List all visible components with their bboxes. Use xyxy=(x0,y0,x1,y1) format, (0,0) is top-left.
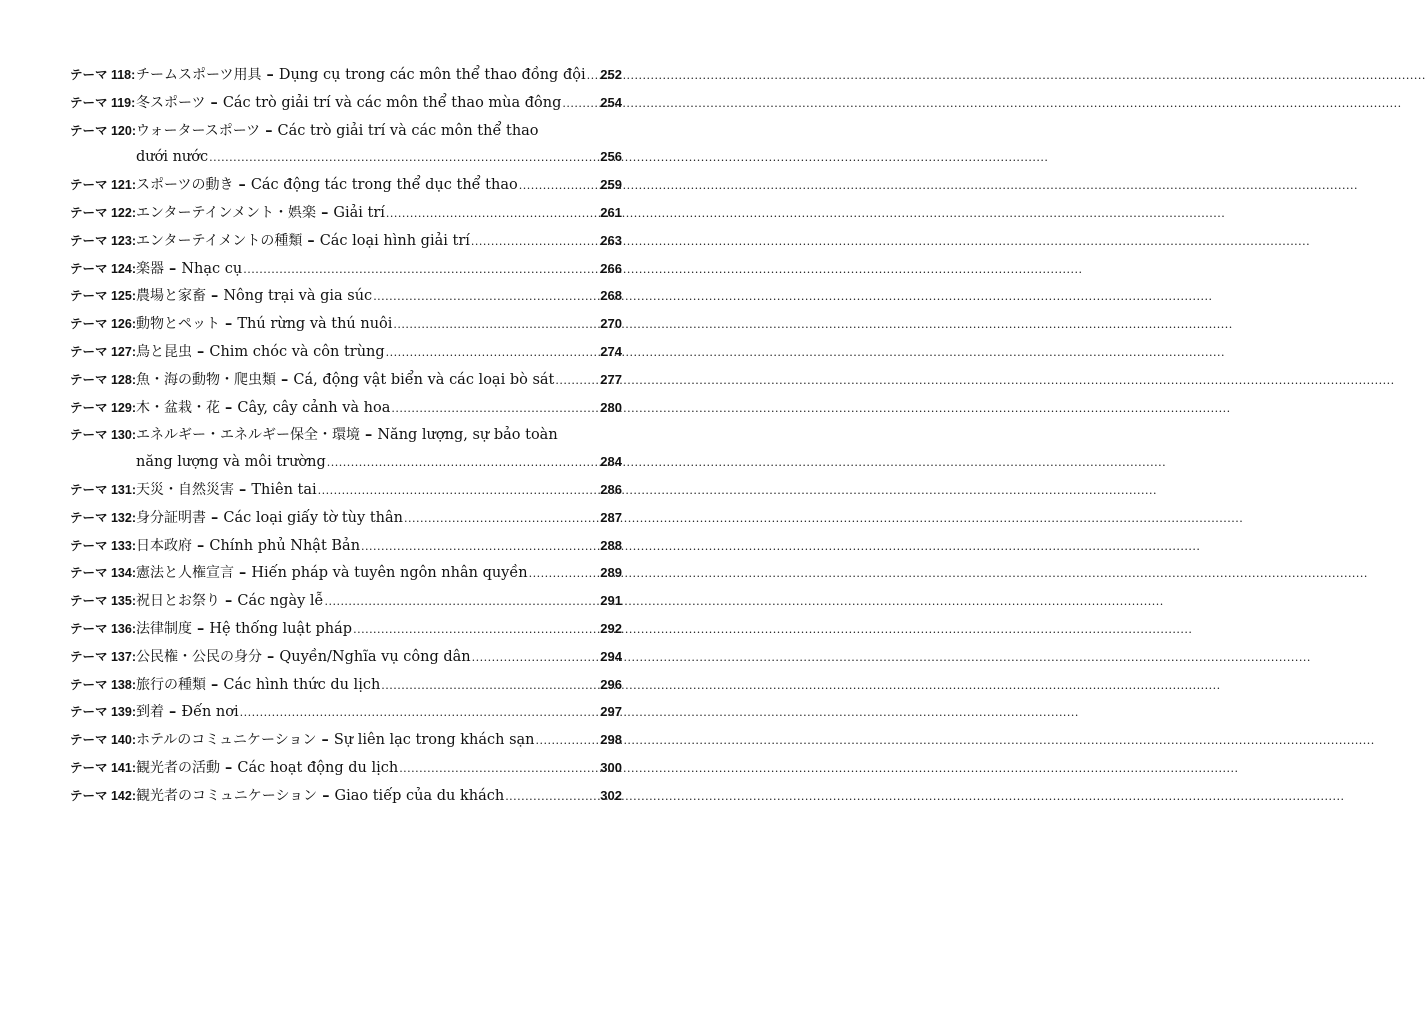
toc-entry-separator: – xyxy=(234,564,252,582)
toc-page-number: 259 xyxy=(600,177,622,193)
toc-page-number: 261 xyxy=(600,204,622,220)
toc-entry-japanese-title: エンターテインメント・娯楽 xyxy=(136,204,317,221)
dot-leader xyxy=(391,396,598,423)
toc-page-number: 297 xyxy=(600,704,622,720)
toc-entry-line xyxy=(136,783,622,811)
toc-entry-vietnamese-title: Các trò giải trí và các môn thể thao xyxy=(277,122,539,139)
dot-leader xyxy=(536,728,599,755)
toc-entry-line xyxy=(136,560,622,588)
toc-entry-number: テーマ 139: xyxy=(70,705,136,720)
toc-entry-vietnamese-title: Đến nơi xyxy=(181,704,239,721)
toc-entry-title xyxy=(136,395,622,423)
toc-entry[interactable] xyxy=(70,616,622,644)
toc-entry-number: テーマ 121: xyxy=(70,178,136,193)
toc-entry-vietnamese-title: Các hoạt động du lịch xyxy=(237,759,399,776)
toc-entry-title xyxy=(136,672,622,700)
dot-leader xyxy=(505,784,598,811)
toc-entry-line xyxy=(136,699,622,727)
dot-leader xyxy=(318,478,599,505)
toc-entry-line xyxy=(136,755,622,783)
toc-entry[interactable] xyxy=(70,672,622,700)
toc-entry-japanese-title: 旅行の種類 xyxy=(136,676,206,693)
toc-entry-number: テーマ 128: xyxy=(70,372,136,387)
dot-leader xyxy=(555,368,598,395)
toc-entry-title xyxy=(136,367,622,395)
toc-entry-text xyxy=(136,449,326,476)
toc-entry-number: テーマ 122: xyxy=(70,205,136,220)
toc-entry[interactable] xyxy=(70,727,622,755)
toc-entry-text xyxy=(136,644,471,671)
toc-entry-number: テーマ 124: xyxy=(70,261,136,276)
toc-entry-separator: – xyxy=(192,536,210,554)
toc-entry-separator: – xyxy=(206,675,224,693)
toc-entry-text xyxy=(136,560,528,587)
toc-page-number: 263 xyxy=(600,232,622,248)
toc-entry-vietnamese-title: Nông trại và gia súc xyxy=(223,288,373,305)
toc-entry[interactable] xyxy=(70,311,622,339)
toc-entry-title xyxy=(136,283,622,311)
dot-leader xyxy=(386,340,599,367)
toc-entry-title xyxy=(136,228,622,256)
toc-entry-number: テーマ 127: xyxy=(70,344,136,359)
toc-entry-text xyxy=(136,755,398,782)
toc-entry-japanese-title: 法律制度 xyxy=(136,620,192,637)
toc-entry-text xyxy=(136,311,392,338)
toc-entry-text xyxy=(136,616,352,643)
toc-entry-text xyxy=(136,200,385,227)
toc-entry-japanese-title: 魚・海の動物・爬虫類 xyxy=(136,371,276,388)
toc-entry-separator: – xyxy=(220,315,238,333)
toc-entry-text xyxy=(136,783,504,810)
toc-entry-text xyxy=(136,367,554,394)
toc-entry[interactable] xyxy=(70,699,622,727)
toc-entry-line xyxy=(136,118,622,145)
toc-entry-text xyxy=(136,505,403,532)
toc-entry-line xyxy=(136,228,622,256)
toc-page-number: 294 xyxy=(600,648,622,664)
toc-entry-separator: – xyxy=(192,619,210,637)
toc-page-number: 266 xyxy=(600,260,622,276)
toc-entry-text xyxy=(136,90,561,117)
toc-entry-title xyxy=(136,477,622,505)
toc-entry-line xyxy=(136,616,622,644)
toc-entry[interactable] xyxy=(70,90,622,118)
toc-entry-vietnamese-title: dưới nước xyxy=(136,149,209,166)
toc-entry-line xyxy=(136,283,622,311)
toc-entry-separator: – xyxy=(220,758,238,776)
dot-leader xyxy=(373,284,598,311)
toc-entry-line xyxy=(136,533,622,561)
dot-leader xyxy=(587,63,599,90)
toc-entry[interactable] xyxy=(70,172,622,200)
toc-entry-title xyxy=(136,422,622,477)
toc-entry[interactable] xyxy=(70,283,622,311)
toc-entry-line xyxy=(136,422,622,449)
toc-page-number: 287 xyxy=(600,509,622,525)
toc-entry-japanese-title: 身分証明書 xyxy=(136,509,206,526)
toc-page-number: 254 xyxy=(600,94,622,110)
toc-entry-number: テーマ 125: xyxy=(70,289,136,304)
toc-entry-number: テーマ 123: xyxy=(70,233,136,248)
toc-entry[interactable] xyxy=(70,62,622,90)
toc-page-number: 252 xyxy=(600,67,622,82)
toc-entry-vietnamese-title: Các loại hình giải trí xyxy=(319,232,470,249)
toc-entry-japanese-title: 公民権・公民の身分 xyxy=(136,648,262,665)
toc-entry-vietnamese-title: Hệ thống luật pháp xyxy=(209,620,353,637)
toc-entry-text xyxy=(136,228,470,255)
toc-entry-line xyxy=(136,672,622,700)
toc-entry-line xyxy=(136,588,622,616)
toc-entry-vietnamese-title: Dụng cụ trong các môn thể thao đồng đội xyxy=(278,67,586,83)
dot-leader xyxy=(381,673,598,700)
toc-entry-line xyxy=(136,311,622,339)
toc-entry-line xyxy=(136,395,622,423)
toc-entry-title xyxy=(136,588,622,616)
toc-entry-separator: – xyxy=(220,398,238,416)
toc-entry-japanese-title: 天災・自然災害 xyxy=(136,481,234,498)
dot-leader xyxy=(404,506,598,533)
toc-entry-title xyxy=(136,172,622,200)
dot-leader xyxy=(361,534,598,561)
toc-entry-vietnamese-title: Quyền/Nghĩa vụ công dân xyxy=(279,648,471,665)
toc-entry-separator: – xyxy=(316,203,334,221)
toc-entry[interactable] xyxy=(70,118,622,173)
toc-entry-number: テーマ 134: xyxy=(70,566,136,581)
toc-entry-japanese-title: 動物とペット xyxy=(136,316,220,333)
dot-leader xyxy=(393,312,598,339)
toc-entry-vietnamese-title: Hiến pháp và tuyên ngôn nhân quyền xyxy=(251,565,528,582)
toc-entry-number: テーマ 142: xyxy=(70,788,136,803)
toc-entry-separator: – xyxy=(205,93,223,111)
toc-entry-text xyxy=(136,395,390,422)
toc-page-number: 256 xyxy=(600,149,622,165)
toc-entry-separator: – xyxy=(206,287,224,305)
toc-entry-vietnamese-title: Các động tác trong thể dục thể thao xyxy=(250,177,518,194)
toc-entry-title xyxy=(136,616,622,644)
toc-entry-number: テーマ 140: xyxy=(70,733,136,748)
toc-entry-vietnamese-title: Cá, động vật biển và các loại bò sát xyxy=(293,371,555,388)
dot-leader xyxy=(471,229,598,256)
toc-entry-separator: – xyxy=(164,259,182,277)
toc-entry-line xyxy=(136,200,622,228)
toc-entry-line xyxy=(136,644,622,672)
toc-entry[interactable] xyxy=(70,588,622,616)
toc-entry-japanese-title: エンターテイメントの種類 xyxy=(136,232,303,249)
toc-page-number: 268 xyxy=(600,288,622,304)
dot-leader xyxy=(243,257,598,284)
toc-entry-line xyxy=(136,172,622,200)
toc-entry-separator: – xyxy=(206,508,224,526)
toc-page-number: 298 xyxy=(600,732,622,748)
toc-entry-title xyxy=(136,783,622,811)
toc-entry-number: テーマ 132: xyxy=(70,510,136,525)
toc-entry-separator: – xyxy=(302,231,320,249)
toc-entry-japanese-title: 到着 xyxy=(136,704,164,721)
toc-entry-number: テーマ 136: xyxy=(70,621,136,636)
toc-entry-vietnamese-title: Chính phủ Nhật Bản xyxy=(209,537,361,554)
toc-entry-number: テーマ 133: xyxy=(70,538,136,553)
toc-entry-text xyxy=(136,172,518,199)
toc-entry[interactable] xyxy=(70,422,622,477)
toc-page-number: 291 xyxy=(600,593,622,609)
table-of-contents xyxy=(70,62,622,811)
toc-page-number: 280 xyxy=(600,399,622,415)
toc-entry-separator: – xyxy=(233,176,251,194)
toc-page-number: 274 xyxy=(600,343,622,359)
toc-entry-text xyxy=(136,672,380,699)
toc-entry-text xyxy=(136,144,208,171)
toc-entry-vietnamese-title: Cây, cây cảnh và hoa xyxy=(237,399,391,416)
toc-page xyxy=(0,0,690,1024)
toc-entry-japanese-title: 憲法と人権宣言 xyxy=(136,565,234,582)
toc-entry-vietnamese-title: năng lượng và môi trường xyxy=(136,454,326,471)
toc-entry-text xyxy=(136,256,242,283)
toc-entry-line xyxy=(136,90,622,118)
toc-entry-title xyxy=(136,339,622,367)
toc-page-number: 289 xyxy=(600,565,622,581)
toc-entry-text xyxy=(136,477,317,504)
dot-leader xyxy=(209,145,598,172)
dot-leader xyxy=(353,617,598,644)
toc-entry-number: テーマ 135: xyxy=(70,594,136,609)
toc-entry-japanese-title: ホテルのコミュニケーション xyxy=(136,732,317,749)
toc-entry-vietnamese-title: Giao tiếp của du khách xyxy=(334,787,505,804)
toc-entry-vietnamese-title: Các trò giải trí và các môn thể thao mùa đông xyxy=(222,94,562,111)
toc-entry-line xyxy=(136,477,622,505)
toc-page-number: 288 xyxy=(600,537,622,553)
dot-leader xyxy=(399,756,598,783)
toc-entry-separator: – xyxy=(360,426,378,444)
toc-entry-line xyxy=(136,367,622,395)
toc-page-number: 270 xyxy=(600,316,622,332)
toc-entry-line xyxy=(136,449,622,477)
toc-entry-japanese-title: チームスポーツ用具 xyxy=(136,67,262,83)
dot-leader xyxy=(472,645,599,672)
toc-entry-vietnamese-title: Giải trí xyxy=(333,204,385,221)
toc-page-number: 302 xyxy=(600,787,622,803)
toc-entry-title xyxy=(136,90,622,118)
toc-entry[interactable] xyxy=(70,256,622,284)
toc-entry-text xyxy=(136,699,239,726)
toc-entry-title xyxy=(136,256,622,284)
toc-entry-separator: – xyxy=(234,480,252,498)
toc-entry[interactable] xyxy=(70,644,622,672)
toc-entry[interactable] xyxy=(70,200,622,228)
toc-entry-vietnamese-title: Sự liên lạc trong khách sạn xyxy=(333,732,535,749)
toc-entry-japanese-title: 農場と家畜 xyxy=(136,288,206,305)
toc-entry-number: テーマ 119: xyxy=(70,95,136,110)
toc-entry-number: テーマ 141: xyxy=(70,760,136,775)
toc-entry-japanese-title: 観光者のコミュニケーション xyxy=(136,787,318,804)
toc-entry-number: テーマ 138: xyxy=(70,677,136,692)
dot-leader xyxy=(519,173,599,200)
toc-entry-text xyxy=(136,727,535,754)
toc-entry-separator: – xyxy=(276,370,294,388)
toc-entry-text xyxy=(136,339,385,366)
toc-entry-japanese-title: 観光者の活動 xyxy=(136,759,220,776)
toc-entry-number: テーマ 120: xyxy=(70,123,136,138)
toc-entry-vietnamese-title: Chim chóc và côn trùng xyxy=(209,343,385,360)
toc-entry-japanese-title: 祝日とお祭り xyxy=(136,593,220,610)
toc-entry-vietnamese-title: Nhạc cụ xyxy=(181,260,243,277)
toc-entry-number: テーマ 118: xyxy=(70,68,136,82)
toc-entry-title xyxy=(136,505,622,533)
dot-leader xyxy=(529,561,599,588)
toc-entry-separator: – xyxy=(317,786,335,804)
toc-entry-separator: – xyxy=(260,121,278,139)
toc-entry-number: テーマ 126: xyxy=(70,317,136,332)
toc-entry-line xyxy=(136,62,622,90)
toc-entry[interactable] xyxy=(70,505,622,533)
toc-entry[interactable] xyxy=(70,783,622,811)
toc-page-number: 296 xyxy=(600,676,622,692)
toc-entry[interactable] xyxy=(70,367,622,395)
toc-entry-number: テーマ 130: xyxy=(70,428,136,443)
toc-entry[interactable] xyxy=(70,395,622,423)
toc-entry-title xyxy=(136,727,622,755)
toc-entry-text xyxy=(136,422,558,449)
toc-entry-vietnamese-title: Thiên tai xyxy=(251,481,317,498)
toc-entry-japanese-title: 日本政府 xyxy=(136,537,192,554)
toc-entry-text xyxy=(136,588,323,615)
dot-leader xyxy=(562,91,598,118)
toc-entry-vietnamese-title: Các ngày lễ xyxy=(237,593,324,610)
toc-entry-title xyxy=(136,200,622,228)
toc-entry-separator: – xyxy=(164,703,182,721)
dot-leader xyxy=(386,201,598,228)
toc-entry-title xyxy=(136,644,622,672)
toc-entry-title xyxy=(136,118,622,173)
toc-entry-title xyxy=(136,560,622,588)
dot-leader xyxy=(327,450,599,477)
toc-entry-line xyxy=(136,339,622,367)
toc-entry-line xyxy=(136,505,622,533)
toc-entry-text xyxy=(136,62,586,89)
toc-entry-text xyxy=(136,118,539,145)
toc-page-number: 284 xyxy=(600,454,622,470)
toc-entry-number: テーマ 131: xyxy=(70,482,136,497)
toc-entry-separator: – xyxy=(316,731,334,749)
toc-entry-japanese-title: スポーツの動き xyxy=(136,177,234,194)
toc-entry-title xyxy=(136,755,622,783)
toc-entry-title xyxy=(136,699,622,727)
toc-entry-japanese-title: エネルギー・エネルギー保全・環境 xyxy=(136,427,360,444)
toc-page-number: 292 xyxy=(600,620,622,636)
toc-entry-separator: – xyxy=(192,342,210,360)
toc-entry-japanese-title: 木・盆栽・花 xyxy=(136,399,220,416)
toc-entry-vietnamese-title: Các loại giấy tờ tùy thân xyxy=(223,509,403,526)
toc-entry-japanese-title: 冬スポーツ xyxy=(136,94,206,111)
dot-leader xyxy=(240,700,599,727)
toc-entry-japanese-title: ウォータースポーツ xyxy=(136,122,261,139)
toc-page-number: 277 xyxy=(600,371,622,387)
toc-entry-separator: – xyxy=(262,647,280,665)
toc-page-number: 300 xyxy=(600,759,622,775)
toc-entry-separator: – xyxy=(220,592,238,610)
toc-entry-vietnamese-title: Năng lượng, sự bảo toàn xyxy=(377,427,558,444)
toc-entry[interactable] xyxy=(70,755,622,783)
toc-entry[interactable] xyxy=(70,477,622,505)
toc-entry[interactable] xyxy=(70,533,622,561)
toc-entry-title xyxy=(136,62,622,90)
toc-entry-text xyxy=(136,533,360,560)
dot-leader xyxy=(324,589,598,616)
toc-entry-title xyxy=(136,311,622,339)
toc-entry-japanese-title: 鳥と昆虫 xyxy=(136,343,192,360)
toc-entry-text xyxy=(136,283,372,310)
toc-entry[interactable] xyxy=(70,228,622,256)
toc-entry[interactable] xyxy=(70,339,622,367)
toc-entry-line xyxy=(136,256,622,284)
toc-entry-number: テーマ 129: xyxy=(70,400,136,415)
toc-entry-separator: – xyxy=(261,66,279,83)
toc-entry-vietnamese-title: Thú rừng và thú nuôi xyxy=(237,316,393,333)
toc-entry[interactable] xyxy=(70,560,622,588)
toc-entry-line xyxy=(136,727,622,755)
toc-entry-vietnamese-title: Các hình thức du lịch xyxy=(223,676,381,693)
toc-entry-line xyxy=(136,144,622,172)
toc-entry-number: テーマ 137: xyxy=(70,649,136,664)
toc-page-number: 286 xyxy=(600,481,622,497)
toc-entry-title xyxy=(136,533,622,561)
toc-entry-japanese-title: 楽器 xyxy=(136,260,164,277)
